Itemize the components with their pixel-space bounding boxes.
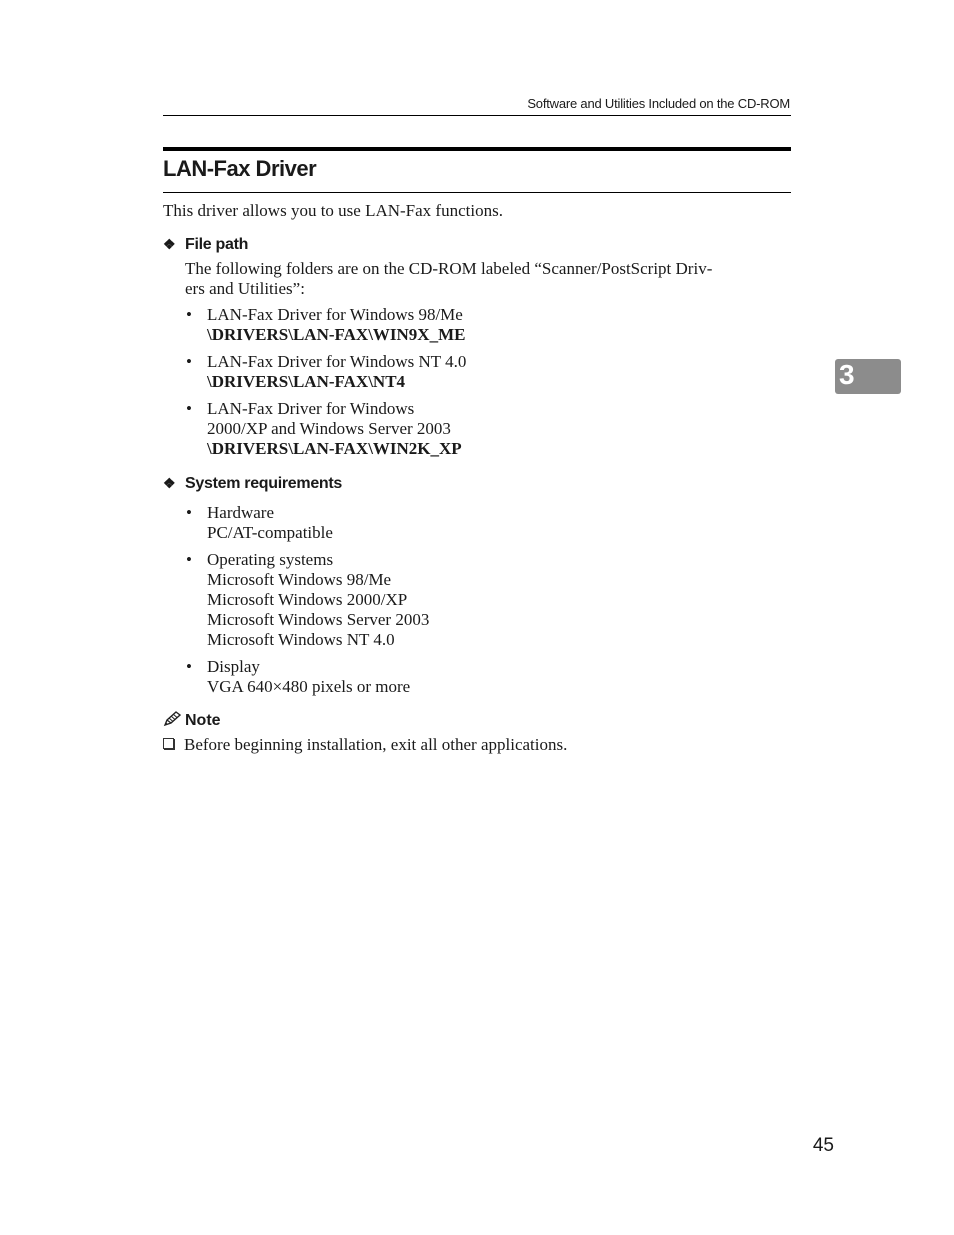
note-item-text: Before beginning installation, exit all other applications. (184, 735, 568, 754)
intro-paragraph: This driver allows you to use LAN-Fax functions. (163, 201, 503, 220)
list-item-text: Display (207, 657, 260, 676)
list-item-text: VGA 640×480 pixels or more (207, 677, 411, 696)
list-item-text: LAN-Fax Driver for Windows NT 4.0 (207, 352, 467, 371)
file-path-description (185, 259, 791, 299)
title-bar-top (163, 147, 791, 151)
bullet-icon: • (186, 550, 192, 569)
folder-path: \DRIVERS\LAN-FAX\NT4 (207, 372, 406, 391)
system-requirements-list (185, 503, 429, 704)
folder-path: \DRIVERS\LAN-FAX\WIN2K_XP (207, 439, 462, 458)
list-item-text: Hardware (207, 503, 275, 522)
list-item-text: Microsoft Windows 2000/XP (207, 590, 408, 609)
list-item-text: LAN-Fax Driver for Windows 98/Me (207, 305, 463, 324)
list-item-text: Microsoft Windows NT 4.0 (207, 630, 395, 649)
bullet-icon: • (186, 352, 192, 371)
list-item-text: Operating systems (207, 550, 334, 569)
list-item (185, 399, 466, 459)
checkbox-icon (163, 738, 174, 749)
list-item-text: PC/AT-compatible (207, 523, 333, 542)
list-item (185, 550, 429, 650)
file-path-heading-text: File path (185, 236, 249, 253)
list-item (185, 305, 466, 345)
note-heading (163, 711, 221, 730)
list-item-text: 2000/XP and Windows Server 2003 (207, 419, 451, 438)
bullet-icon: • (186, 657, 192, 676)
list-item (185, 657, 429, 697)
list-item (185, 352, 466, 392)
header-rule (163, 115, 791, 116)
folder-path: \DRIVERS\LAN-FAX\WIN9X_ME (207, 325, 466, 344)
list-item-text: LAN-Fax Driver for Windows (207, 399, 415, 418)
note-item (163, 735, 567, 755)
bullet-icon: • (186, 305, 192, 324)
chapter-tab (835, 359, 901, 394)
title-bar-bottom (163, 192, 791, 193)
bullet-icon: • (186, 503, 192, 522)
note-heading-text: Note (185, 712, 221, 729)
file-path-description-line: ers and Utilities”: (185, 279, 305, 298)
section-title: LAN-Fax Driver (163, 156, 317, 181)
pencil-icon (163, 711, 182, 727)
list-item-text: Microsoft Windows 98/Me (207, 570, 392, 589)
file-path-description-line: The following folders are on the CD-ROM labeled “Scanner/PostScript Driv- (185, 259, 713, 278)
diamond-bullet-icon: ❖ (163, 475, 176, 491)
running-header: Software and Utilities Included on the CD-ROM (527, 96, 790, 111)
bullet-icon: • (186, 399, 192, 418)
diamond-bullet-icon: ❖ (163, 236, 176, 252)
file-path-heading (163, 236, 248, 254)
system-requirements-heading (163, 475, 342, 493)
list-item-text: Microsoft Windows Server 2003 (207, 610, 430, 629)
chapter-number: 3 (839, 359, 855, 390)
list-item (185, 503, 429, 543)
page-number: 45 (812, 1135, 834, 1156)
file-path-list (185, 305, 466, 466)
system-requirements-heading-text: System requirements (185, 475, 343, 492)
